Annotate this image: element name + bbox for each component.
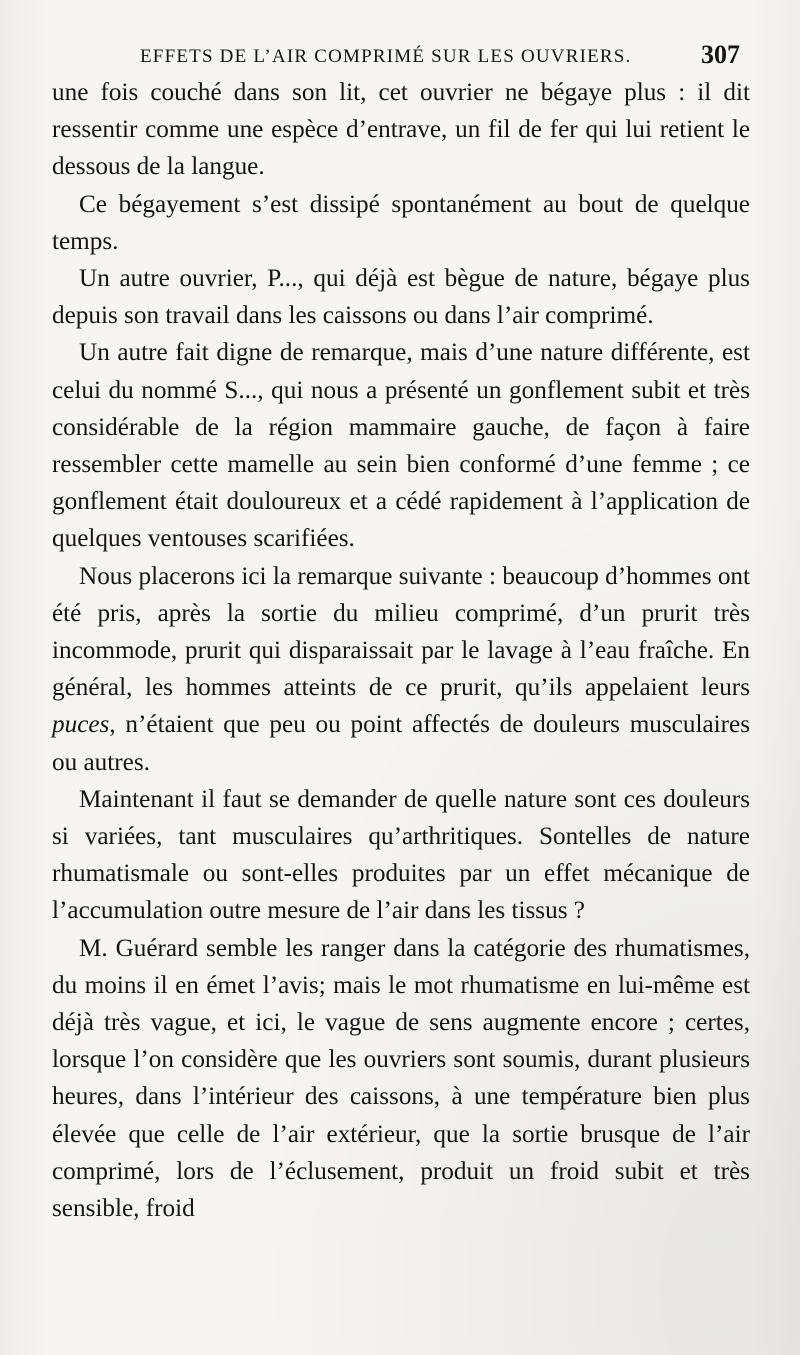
paragraph-continued: une fois couché dans son lit, cet ouvrier ne bégaye plus : il dit ressentir comme une espèce d’entrave, un fil de fer qui lui retient le dessous de la langue. <box>52 79 750 181</box>
paragraph-second-worker: Un autre ouvrier, P..., qui déjà est bègue de nature, bégaye plus depuis son travail dans les caissons ou dans l’air comprimé. <box>52 265 750 330</box>
pruritus-text-after: , n’étaient que peu ou point affectés de douleurs musculaires ou autres. <box>52 711 750 776</box>
paragraph-pain-nature: Maintenant il faut se demander de quelle nature sont ces douleurs si variées, tant musculaires qu’arthritiques. Sontelles de nature rhumatismale ou sont-elles produites par un effet mécanique de l’accumulation outre mesure de l’air dans les tissus ? <box>52 785 750 925</box>
pruritus-text-before: Nous placerons ici la remarque suivante : beaucoup d’hommes ont été pris, après la sortie du milieu comprimé, d’un prurit très incommode, prurit qui disparaissait par le lavage à l’eau fraîche. En général, les hommes atteints de ce prurit, qu’ils appelaient leurs <box>52 562 750 702</box>
paragraph-guerard: M. Guérard semble les ranger dans la catégorie des rhumatismes, du moins il en émet l’avis; mais le mot rhumatisme en lui-même est déjà très vague, et ici, le vague de sens augmente encore ; certes, lorsque l’on considère que les ouvriers sont soumis, durant plusieurs heures, dans l’intérieur des caissons, à une température bien plus élevée que celle de l’air extérieur, que la sortie brusque de l’air comprimé, lors de l’éclusement, produit un froid subit et très sensible, froid <box>52 934 750 1223</box>
paragraph-pruritus <box>52 558 750 781</box>
body-text <box>52 74 750 1227</box>
running-title: EFFETS DE L’AIR COMPRIMÉ SUR LES OUVRIERS. <box>140 46 632 67</box>
pruritus-italic-term: puces <box>52 711 110 739</box>
page-number: 307 <box>701 40 740 69</box>
page-header <box>140 40 740 70</box>
paragraph-swelling-case: Un autre fait digne de remarque, mais d’une nature différente, est celui du nommé S..., qui nous a présenté un gonflement subit et très considérable de la région mammaire gauche, de façon à faire ressembler cette mamelle au sein bien conformé d’une femme ; ce gonflement était douloureux et a cédé rapidement à l’application de quelques ventouses scarifiées. <box>52 339 750 553</box>
paragraph-stammer-resolved: Ce bégayement s’est dissipé spontanément au bout de quelque temps. <box>52 190 750 255</box>
